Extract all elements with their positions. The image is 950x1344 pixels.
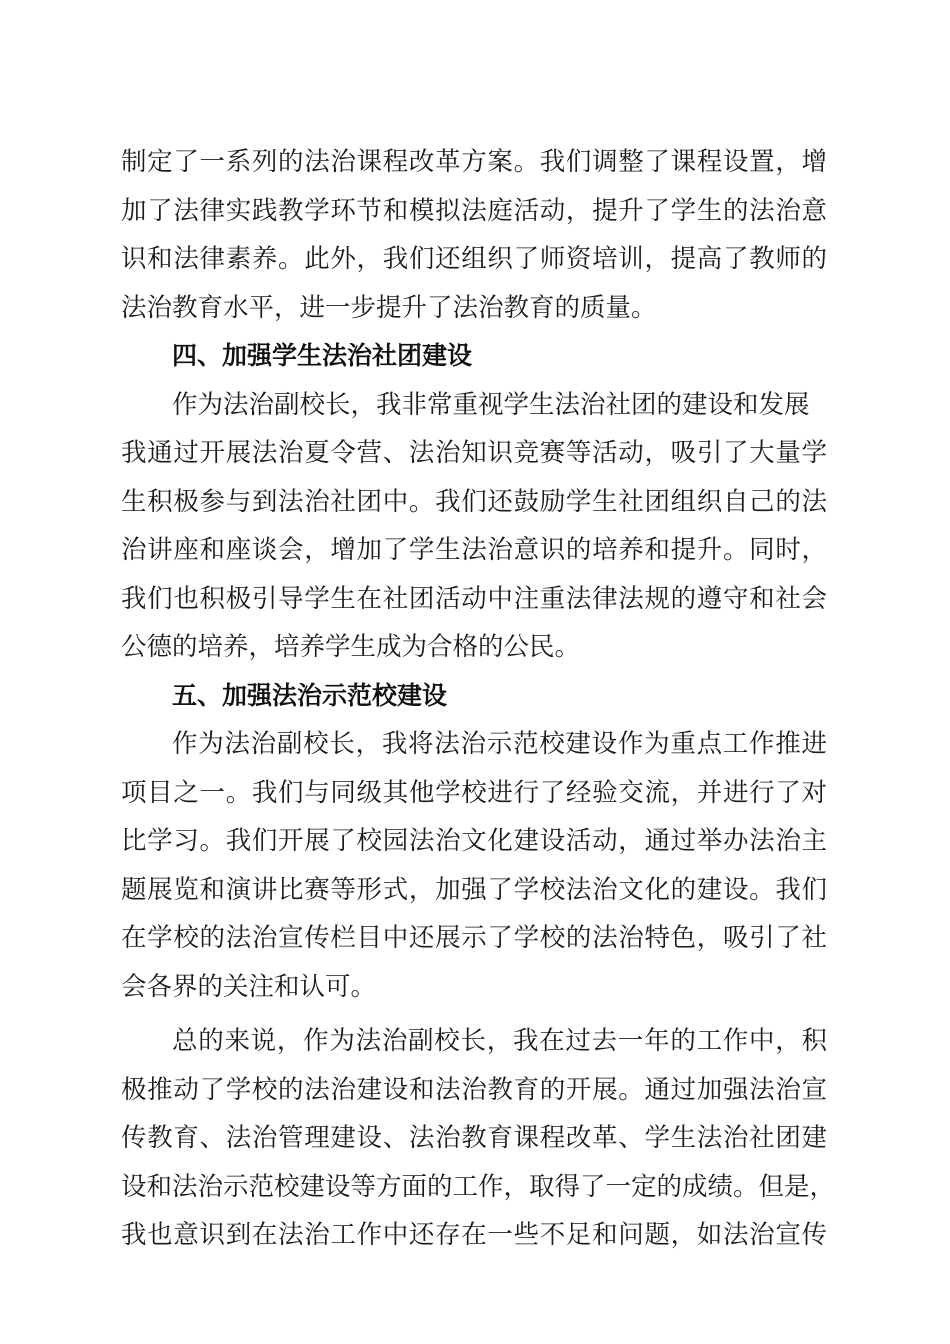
section-heading-5: 五、加强法治示范校建设 <box>172 680 448 710</box>
text-line: 在学校的法治宣传栏目中还展示了学校的法治特色，吸引了社 <box>121 923 827 953</box>
paragraph-course-reform <box>121 138 827 332</box>
text-line: 制定了一系列的法治课程改革方案。我们调整了课程设置，增 <box>121 147 827 177</box>
text-line: 我也意识到在法治工作中还存在一些不足和问题，如法治宣传 <box>121 1220 827 1250</box>
paragraph-summary <box>121 1017 836 1260</box>
paragraph-student-clubs <box>121 381 827 672</box>
text-line: 题展览和演讲比赛等形式，加强了学校法治文化的建设。我们 <box>121 874 827 905</box>
document-body <box>121 138 836 1260</box>
text-line: 公德的培养，培养学生成为合格的公民。 <box>121 632 581 662</box>
text-line: 设和法治示范校建设等方面的工作，取得了一定的成绩。但是， <box>121 1171 836 1202</box>
text-line: 法治教育水平，进一步提升了法治教育的质量。 <box>121 292 657 323</box>
paragraph-model-school <box>121 720 827 1011</box>
text-line: 我们也积极引导学生在社团活动中注重法律法规的遵守和社会 <box>121 583 827 614</box>
text-line: 治讲座和座谈会，增加了学生法治意识的培养和提升。同时， <box>121 535 827 565</box>
text-line: 我通过开展法治夏令营、法治知识竞赛等活动，吸引了大量学 <box>121 438 827 468</box>
text-line: 项目之一。我们与同级其他学校进行了经验交流，并进行了对 <box>121 777 827 808</box>
text-line: 传教育、法治管理建设、法治教育课程改革、学生法治社团建 <box>121 1123 827 1153</box>
text-line: 总的来说，作为法治副校长，我在过去一年的工作中，积 <box>172 1026 827 1056</box>
text-line: 作为法治副校长，我将法治示范校建设作为重点工作推进 <box>172 729 827 759</box>
text-line: 会各界的关注和认可。 <box>121 971 377 1002</box>
text-line: 生积极参与到法治社团中。我们还鼓励学生社团组织自己的法 <box>121 486 827 517</box>
text-line: 作为法治副校长，我非常重视学生法治社团的建设和发展 <box>172 389 810 420</box>
section-heading-4: 四、加强学生法治社团建设 <box>172 341 473 370</box>
text-line: 极推动了学校的法治建设和法治教育的开展。通过加强法治宣 <box>121 1074 827 1105</box>
text-line: 识和法律素养。此外，我们还组织了师资培训，提高了教师的 <box>121 244 827 274</box>
text-line: 加了法律实践教学环节和模拟法庭活动，提升了学生的法治意 <box>121 195 827 226</box>
text-line: 比学习。我们开展了校园法治文化建设活动，通过举办法治主 <box>121 826 827 856</box>
